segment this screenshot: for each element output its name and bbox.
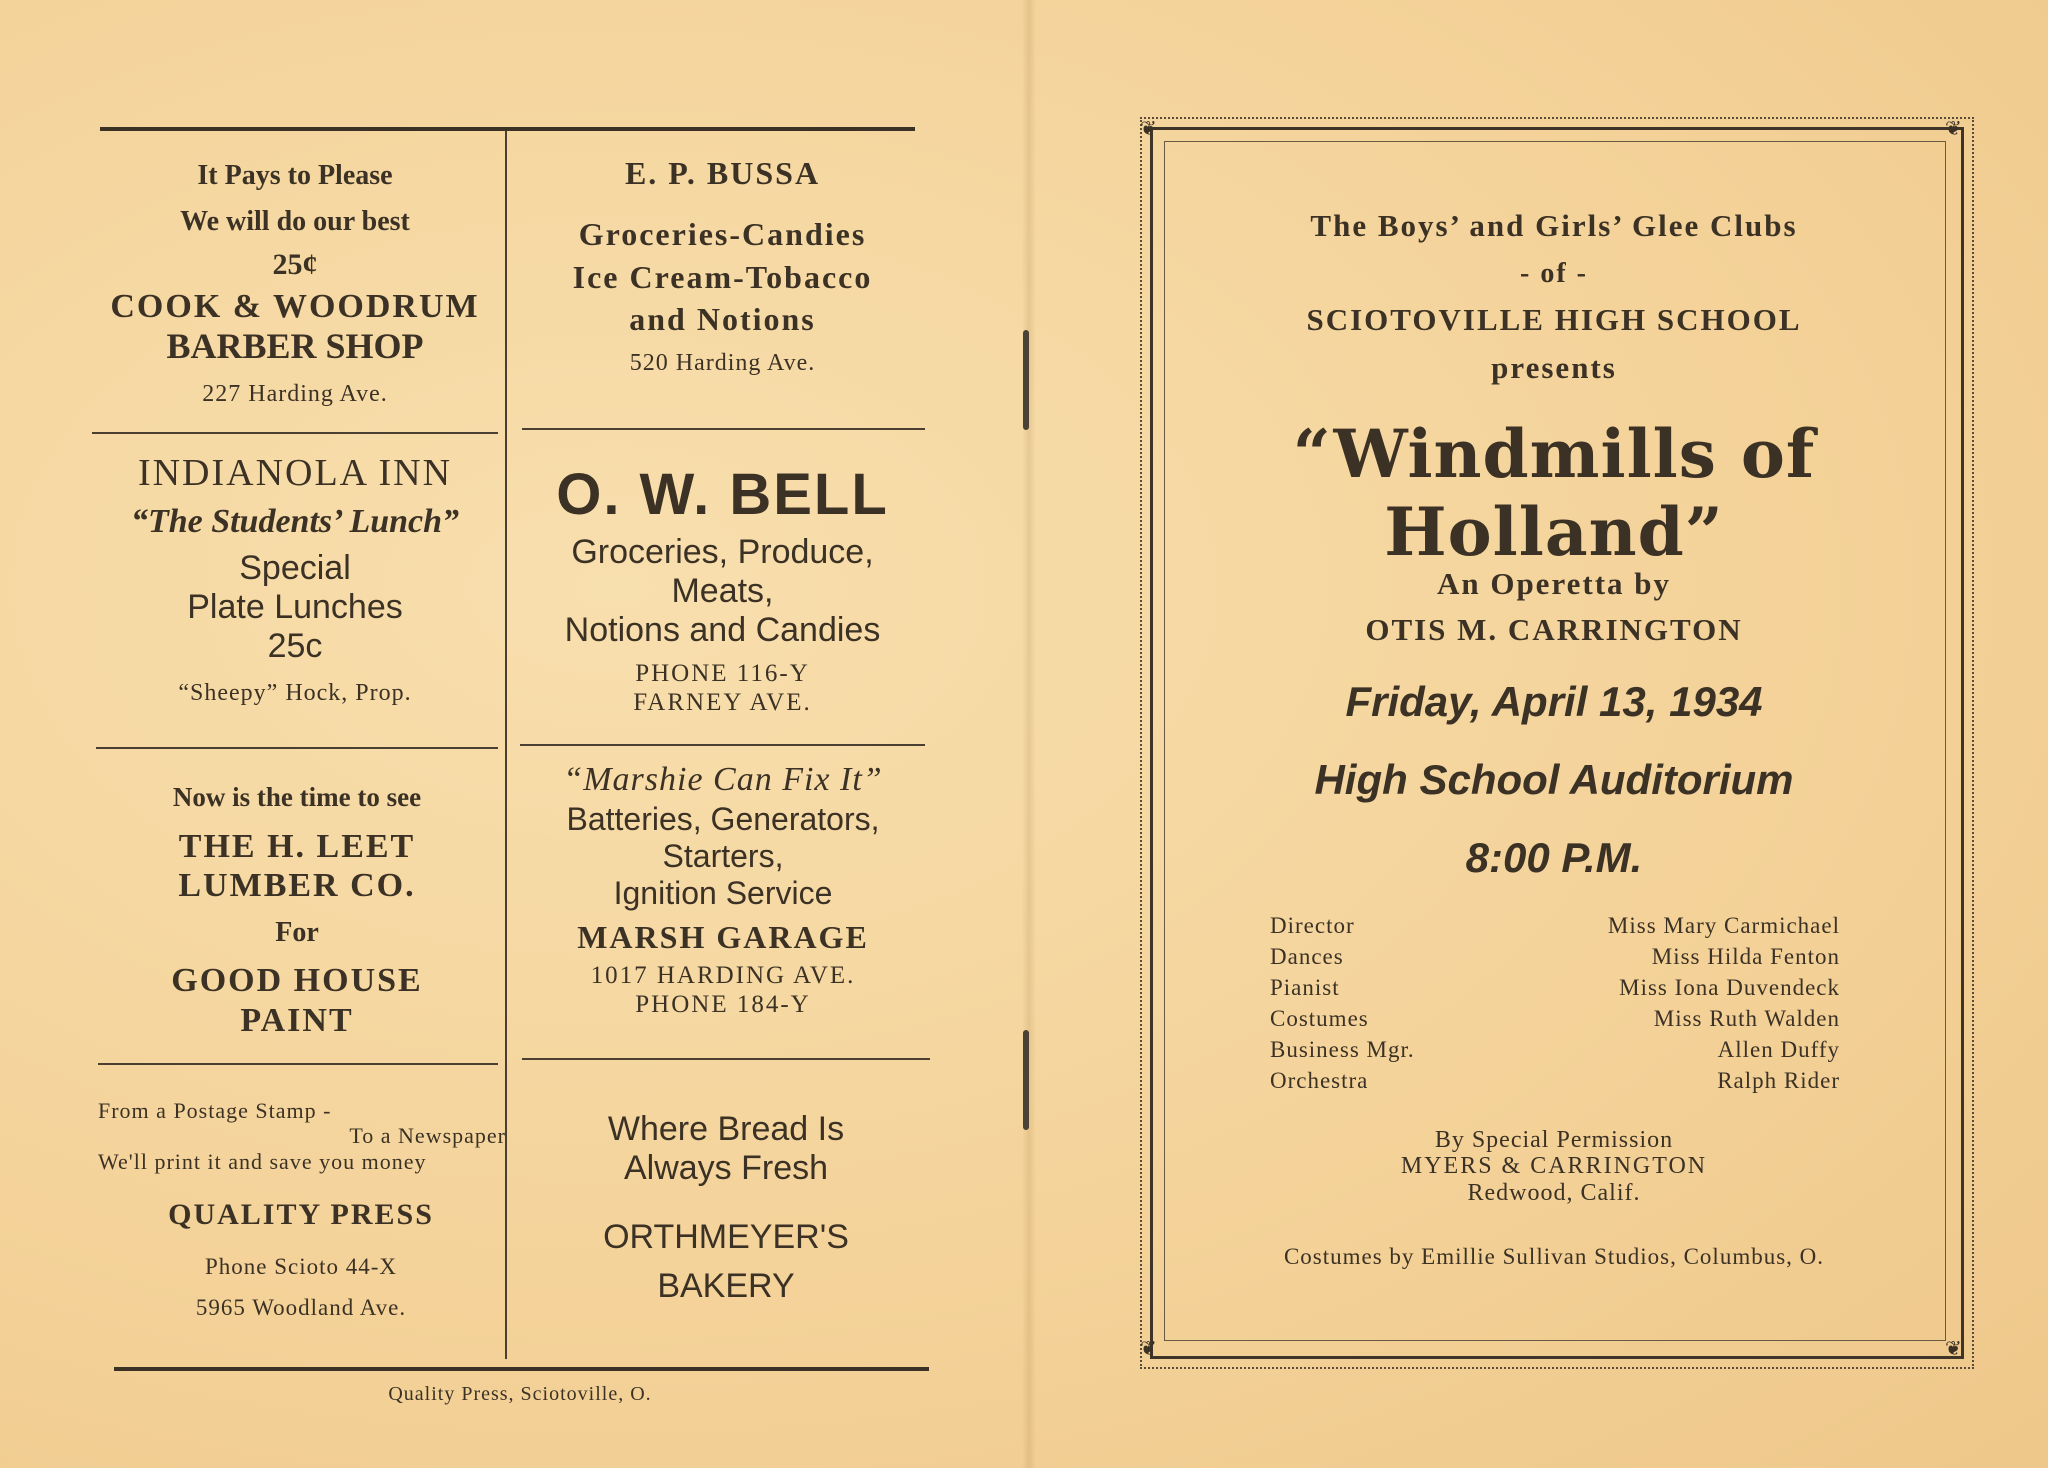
ad-line: “Sheepy” Hock, Prop. [178,680,412,707]
ad-line: “Marshie Can Fix It” [563,761,883,798]
credit-row [1270,1068,1840,1099]
staple-bottom [1023,1030,1029,1130]
top-rule [100,127,915,131]
credit-row [1270,1037,1840,1068]
costumes-note: Costumes by Emillie Sullivan Studios, Columbus, O. [1283,1244,1825,1269]
ad-line: Always Fresh [623,1149,829,1188]
ad-line: E. P. BUSSA [624,155,821,191]
credit-name: Miss Mary Carmichael [1607,913,1840,938]
ad-line: QUALITY PRESS [168,1197,434,1231]
credit-row [1270,975,1840,1006]
ad-line: 25¢ [272,248,318,282]
presenter-line: SCIOTOVILLE HIGH SCHOOL [1306,302,1802,337]
permission-line: MYERS & CARRINGTON [1400,1153,1708,1179]
staple-top [1023,330,1029,430]
ad-line: Groceries-Candies [578,215,867,252]
credit-role: Dances [1270,944,1344,969]
presenter-line: The Boys’ and Girls’ Glee Clubs [1310,208,1798,243]
ad-line: PHONE 116-Y [635,659,810,687]
event-venue: High School Auditorium [1314,756,1794,803]
divider-l3 [98,1063,498,1065]
divider-r1 [522,428,925,430]
ad-line: 227 Harding Ave. [202,381,388,408]
ad-marsh-garage [518,760,928,1020]
ad-line: Ignition Service [613,874,833,911]
ad-line: PAINT [240,1001,354,1039]
ad-line: “The Students’ Lunch” [130,502,460,540]
ad-line: From a Postage Stamp - [98,1098,332,1123]
credit-row [1270,913,1840,944]
credit-name: Ralph Rider [1717,1068,1840,1093]
divider-l1 [92,432,498,434]
ad-line: 1017 HARDING AVE. [590,962,856,990]
ad-line: Batteries, Generators, [566,801,880,838]
presenter-line: - of - [1520,258,1588,289]
credit-role: Business Mgr. [1270,1037,1415,1062]
divider-l2 [96,747,498,749]
ad-line: Notions and Candies [564,610,881,649]
credit-row [1270,944,1840,975]
permission-line: Redwood, Calif. [1467,1180,1641,1206]
ad-line: It Pays to Please [197,160,393,191]
ad-line: MARSH GARAGE [577,919,869,956]
ad-line: Where Bread Is [607,1110,845,1148]
page-title: “Windmills of Holland” [1292,415,1816,571]
ad-ow-bell [520,462,925,717]
credits-list [1270,913,1840,1099]
ad-line: Ice Cream-Tobacco [572,258,873,295]
credit-role: Pianist [1270,975,1340,1000]
event-date: Friday, April 13, 1934 [1345,678,1763,725]
ad-line: Plate Lunches [187,587,403,626]
ad-line: O. W. BELL [556,462,889,527]
bottom-rule [114,1367,929,1371]
subtitle: An Operetta by [1436,566,1672,601]
ad-line: and Notions [629,301,816,338]
composer: OTIS M. CARRINGTON [1365,612,1743,647]
ad-line: COOK & WOODRUM [110,287,480,325]
ad-line: PHONE 184-Y [635,991,811,1019]
ad-line: Meats, [671,571,774,610]
ad-line: To a Newspaper [349,1123,506,1149]
ad-line: Special [239,548,351,587]
ad-line: FARNEY AVE. [633,688,812,716]
ad-line: Groceries, Produce, [571,532,874,571]
ad-line: LUMBER CO. [178,867,416,905]
page-fold [1022,0,1036,1468]
ad-line: Now is the time to see [172,782,422,812]
credit-row [1270,1006,1840,1037]
ad-line: For [275,917,319,949]
corner-flourish-icon: ❦ [1945,1338,1962,1360]
corner-flourish-icon: ❦ [1140,1338,1157,1360]
divider-r2 [520,744,925,746]
ad-quality-press [96,1098,506,1321]
ad-line: INDIANOLA INN [137,452,453,494]
ad-cook-woodrum [90,160,500,409]
credit-name: Allen Duffy [1717,1037,1840,1062]
ad-ep-bussa [520,155,925,378]
ad-line: We will do our best [180,206,410,238]
ad-line: We'll print it and save you money [98,1148,427,1174]
ad-line: ORTHMEYER'S [603,1218,849,1257]
credit-name: Miss Iona Duvendeck [1619,975,1840,1000]
ad-line: THE H. LEET [178,828,416,866]
ad-line: BARBER SHOP [166,325,424,366]
ad-line: Phone Scioto 44-X [204,1254,398,1280]
permission-line: By Special Permission [1434,1127,1674,1153]
presenter-line: presents [1491,350,1617,385]
credit-name: Miss Hilda Fenton [1651,944,1840,969]
corner-flourish-icon: ❦ [1140,118,1157,140]
credit-role: Orchestra [1270,1068,1369,1093]
divider-r3 [522,1058,930,1060]
ad-indianola-inn [90,452,500,708]
ad-line: 5965 Woodland Ave. [195,1294,407,1320]
credit-role: Director [1270,913,1355,938]
ad-line: BAKERY [657,1267,795,1306]
ad-line: 520 Harding Ave. [629,350,816,377]
corner-flourish-icon: ❦ [1945,118,1962,140]
ad-line: Starters, [662,837,784,874]
credit-name: Miss Ruth Walden [1653,1006,1840,1031]
ad-line: GOOD HOUSE [171,962,423,1000]
printer-credit: Quality Press, Sciotoville, O. [388,1383,652,1405]
ad-leet-lumber [96,782,498,1040]
credit-role: Costumes [1270,1006,1369,1031]
event-time: 8:00 P.M. [1465,834,1643,881]
ad-orthmeyers-bakery [522,1110,930,1306]
ad-line: 25c [267,626,323,665]
